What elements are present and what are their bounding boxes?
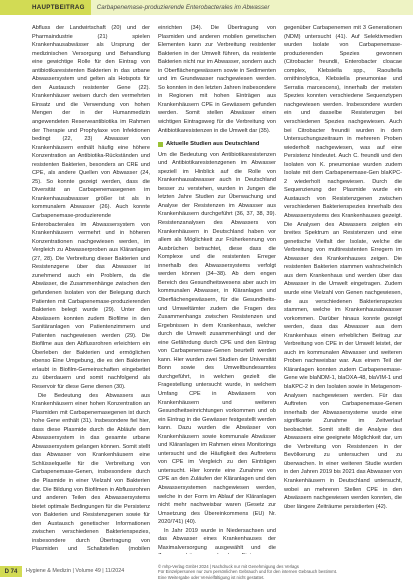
square-bullet-icon	[158, 142, 163, 147]
text-column-2	[158, 24, 276, 554]
paragraph: Um die Bedeutung von Antibiotikaresistenzen und Antibiotikaresistenzgenen im Abwasser speziell im Hinblick auf die Rolle von Krankenhausabwasser auch in Deutschland besser zu verstehen, wurden in Jungen die letzten Jahre Studien zur Überwachung und Analyse der Resistenzen im Abwasser aus Krankenhäusern durchgeführt (36, 37, 38, 39). Resistenzanalysen des Abwassers von Krankenhäusern in Deutschland haben vor allem als Möglichkeit zur Früherkennung von Ausbrüchen betrachtet, diese dass die Komplexe und die resistenten Erreger innerhalb des Abwassersystems verfolgt werden können (34–38). Ab dem engen Bereich des Gesundheitswesens aber auch im kommunalen Abwasser, in Kläranlagen und Oberflächengewässern, für die Gesundheits- und Umweltämter zudem die Fragen des Zusammenhangs zwischen Resistenzen und Ergebnissen in dem Krankenhaus, welcher durch die Umwelt zusammenhängt und der eine Gefährdung durch CPE und den Eintrag von Carbapenemase-Genen beurteilt werden kann. Hier wurden zwei Studien der Universität Bonn sowie des Umweltbundesamtes durchgeführt, in welchen gezielt die Fragestellung untersucht wurde, in welchem Umfang CPE in Abwässern von Krankenhäusern und weiteren Gesundheitseinrichtungen vorkommen und ob ein Eintrag in die Gewässer festgestellt werden kann. Dazu wurden die Abwässer von Krankenhäusern sowie kommunale Abwässer und Kläranlagen im Rahmen eines Monitorings untersucht und die Häufigkeit des Auftretens von CPE im Vergleich zu den Einträgen untersucht. Hier konnte eine Zunahme von CPE an den Zuläufen der Kläranlagen und den Abwassersystemen nachgewiesen werden, welche in der Form im Ablauf der Kläranlagen nicht mehr nachweisbar waren (Gesetz zur Umsetzung des Übereinkommens (EU) Nr. 2020/741) (40).	[158, 151, 276, 526]
text-column-1	[32, 24, 150, 554]
copyright-line: Eine Weitergabe oder Vervielfältigung ist nicht gestattet.	[158, 574, 265, 580]
paragraph: einrichten (34). Die Übertragung von Plasmiden und anderen mobilen genetischen Elementen kann zur Verbreitung resistenter Bakterien in der Umwelt führen, da resistente Bakterien nicht nur im Abwasser, sondern auch in Oberflächengewässern sowie in Sedimenten und im Grundwasser nachgewiesen werden. So konnten in den letzten Jahren insbesondere in Regionen mit hohen Einträgen aus Krankenhäusern CPE in Gewässern gefunden werden. Somit stellen Abwässer einen wichtigen Eintragsweg für die Verbreitung von Antibiotikaresistenzen in die Umwelt dar (35).	[158, 25, 276, 134]
page-footer	[0, 560, 413, 585]
copyright-line: Für Einzelpersonen nur zum persönlichen Gebrauch und für den internen Gebrauch bestimmt.	[158, 569, 338, 575]
section-heading-text: Aktuelle Studien aus Deutschland	[166, 141, 260, 148]
paragraph: gegenüber Carbapenemen mit 3 Generationen (NDM) untersucht (41). Auf Selektivmedien wurden Isolate von Carbapenemase-produzierenden Spezies gewonnen (Citrobacter freundii, Enterobacter cloacae complex, Klebsiella spp., Raoultella ornithinolytica, Klebsiella pneumoniae und Serratia marcescens), innerhalb der meisten Spezies konnten verschiedene Sequenztypen nachgewiesen werden. Insbesondere wurden ein und dasselbe Resistenzgen bei verschiedenen Spezies nachgewiesen. Auch bei Citrobacter freundii wurden in dem Untersuchungszeitraum in mehreren Proben wiederholt nachgewiesen, was auf eine Persistenz hindeutet. Auch C. freundii und den Isolaten von K. pneumoniae wurden zudem Isolate mit dem Carbapenemase-Gen blaKPC-2 wiederholt nachgewiesen. Durch die Sequenzierung der Plasmide wurde ein Austausch von Resistenzgenen zwischen verschiedenen Bakterienspezies innerhalb des Abwassersystems des Krankenhauses gezeigt. Die Analysen des Abwassers zeigten ein breites Spektrum an Resistenzen und eine genetische Vielfalt der Isolate, welche die Verbreitung von multiresistenten Erregern im Abwasser des Krankenhauses zeigen. Die resistenten Bakterien stammen wahrscheinlich aus dem Krankenhaus und werden über das Abwasser in die Umwelt eingetragen. Zudem wurde eine Vielzahl von Genen nachgewiesen, die aus verschiedenen Bakterienspezies stammen, welche im Krankenhausabwasser vorkommen. Darüber hinaus konnte gezeigt werden, dass das Abwasser aus dem Krankenhaus einen erheblichen Beitrag zur Verbreitung von CPE in der Umwelt leistet, der auch im kommunalen Abwasser und weiteren Proben nachweisbar war. Aus einem Teil der Kläranlagen konnten zudem Carbapenemase-Gene wie blaNDM-1, blaOXA-48, blaVIM-1 und blaKPC-2 in den Isolaten sowie in Metagenom-Analysen nachgewiesen werden. Für das Auftreten von Carbapenemase-Genen innerhalb der Abwassersysteme wurde eine signifikante Zunahme im Zeitverlauf beobachtet. Somit stellt die Analyse des Abwassers eine geeignete Möglichkeit dar, um die Verbreitung von Resistenzen in der Bevölkerung zu untersuchen und zu überwachen. In einer weiteren Studie wurden in den Jahren 2019 bis 2021 das Abwasser von Krankenhäusern in Deutschland untersucht, wobei an mehreren Stellen CPE in den Abwässern nachgewiesen werden konnten, die über längere Zeiträume persistierten (42).	[284, 25, 402, 510]
journal-citation: Hygiene & Medizin | Volume 49 | 11/2024	[26, 568, 125, 574]
page-header	[0, 0, 413, 15]
section-heading	[158, 140, 276, 149]
copyright-line: © mhp-Verlag GmbH 2024 | Nachdruck nur mit Genehmigung des Verlags	[158, 564, 299, 569]
header-category: HAUPTBEITRAG	[0, 0, 91, 15]
paragraph: In Jahr 2019 wurde in Niedersachsen und das Abwasser eines Krankenhauses der Maximalversorgung ausgewählt und die	[158, 527, 276, 551]
text-column-3	[284, 24, 402, 554]
paragraph: Die Bedeutung des Abwassers aus Krankenhäusern einer hohen Konzentration an Plasmiden mit Carbapenemasegenen ist durch hohe Gene enthält (31). Insbesondere fiel hier, dass diese Plasmide durch die Abläufe dem Abwassersystem in das gesamte urbane Abwassersystem gelangen können. Somit stellt das Abwasser von Krankenhäusern eine Schlüsselquelle für die Verbreitung von Carbapenemase-Genen, insbesondere durch die Plasmide in einer Vielzahl von Bakterien dar. Die Bildung von Biofilmen in Abflussrohren und anderen Teilen des Abwassersystems bietet optimale Bedingungen für die Persistenz von Bakterien und Resistenzgenen sowie für den Austausch genetischer Informationen zwischen verschiedenen Bakterienspezies, insbesondere durch Übertragung von Plasmiden und Schaltstellen (mobilen	[32, 392, 150, 553]
paragraph: Abfluss der Landwirtschaft (20) und der Pharmaindustrie (21) spielen Krankenhausabwässer als Ursprung der medizinischen Versorgung und Behandlung eine gewichtige Rolle für den Eintrag von antibiotikaresistenten Bakterien in das urbane Abwassersystem und gelten als Hotspots für den Austausch resistenter Gene (22). Krankenhäuser weisen durch den vermehrten Einsatz und die Verwendung von hohen Mengen der in der Humanmedizin angewendeten Reserveantibiotika im Rahmen der Therapie und Prophylaxe von Infektionen bedingt (22, 23) Abwasser von Krankenhäusern enthält häufig eine höhere Konzentration an Antibiotika-Rückständen und resistenten Bakterien, besonders an CRE und CPE, als andere Quellen von Abwasser (24, 25). So konnte gezeigt werden, dass die Diversität an Carbapenemasegenen im Krankenhausabwasser größer ist als in kommunalem Abwasser (26). Auch konnte Carbapenemase-produzierende Enterobacterales im Abwassersystem von Krankenhäusern vermehrt und in höheren Konzentrationen nachgewiesen werden, im Vergleich zu Abwasserproben aus Kläranlagen (27, 28). Die Verbreitung dieser Bakterien und Resistenzgene über das Abwasser ist zunehmend auch ein Problem, da die Abwässer, die Zusammenhänge zwischen den gefundenen Isolaten von der Belegung durch Patienten mit Carbapenemase-produzierenden Bakterien belegt wurde (29). Unter den Abwässern konnten zudem Biofilme in den Sanitäranlagen von Patientenzimmern und Patienten nachgewiesen werden (29). Die Biofilme aus den Abflussrohren erleichtern ein Überleben der Bakterien und ermöglichen ebenso Eine Umgebung, die es den Bakterien erlaubt in Biofilm-Gemeinschaften eingebettet zu überdauern und somit nachfolgend als Reservoir für diese Gene dienen (30).	[32, 25, 150, 390]
header-topic: Carbapenemase-produzierende Enterobacterales im Abwasser	[91, 0, 413, 15]
copyright-note	[158, 564, 408, 580]
page-number: D 74	[0, 566, 22, 577]
